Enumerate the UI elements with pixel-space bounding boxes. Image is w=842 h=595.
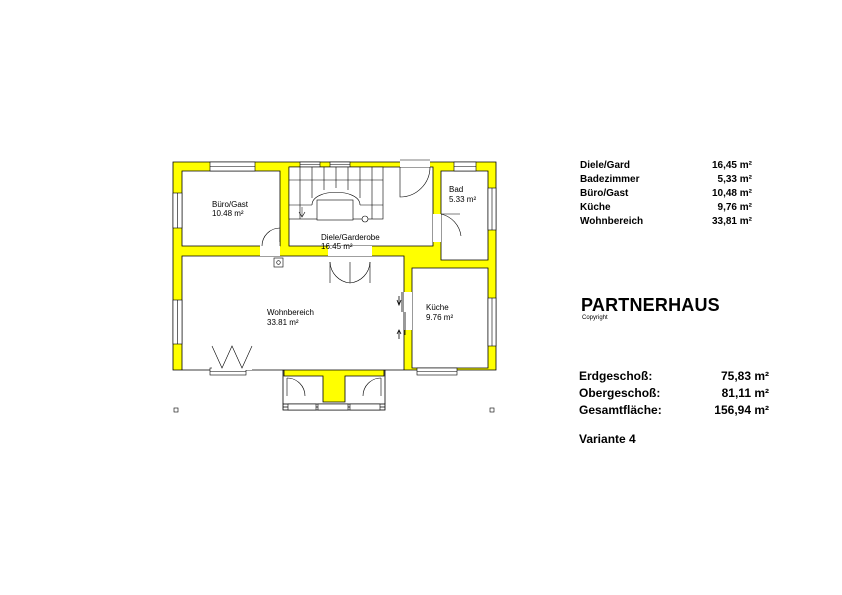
table-room-name: Badezimmer xyxy=(580,174,640,185)
total-row xyxy=(579,402,769,419)
table-room-area: 5,33 m² xyxy=(717,174,752,185)
total-value: 81,11 m² xyxy=(721,386,769,400)
room-area-buero: 10.48 m² xyxy=(212,209,244,218)
table-room-name: Büro/Gast xyxy=(580,188,629,199)
total-row xyxy=(579,385,769,402)
table-row xyxy=(580,215,752,229)
table-row xyxy=(580,201,752,215)
table-room-area: 16,45 m² xyxy=(711,160,752,171)
variant-label: Variante 4 xyxy=(579,432,636,446)
table-room-area: 10,48 m² xyxy=(711,188,752,199)
total-row xyxy=(579,368,769,385)
room-area-table xyxy=(580,159,752,229)
table-room-area: 33,81 m² xyxy=(711,216,752,227)
total-value: 156,94 m² xyxy=(714,403,769,417)
table-row xyxy=(580,173,752,187)
room-name-wohnbereich: Wohnbereich xyxy=(267,308,314,317)
chimney xyxy=(274,258,283,267)
room-area-kueche: 9.76 m² xyxy=(426,313,454,322)
room-name-buero: Büro/Gast xyxy=(212,200,249,209)
total-label: Gesamtfläche: xyxy=(579,403,662,417)
table-row xyxy=(580,187,752,201)
total-label: Obergeschoß: xyxy=(579,386,661,400)
total-label: Erdgeschoß: xyxy=(579,369,653,383)
room-area-diele: 16.45 m² xyxy=(321,242,353,251)
room-name-diele: Diele/Garderobe xyxy=(321,233,380,242)
brand-copyright: Copyright xyxy=(582,315,608,321)
table-row xyxy=(580,159,752,173)
table-room-name: Küche xyxy=(580,202,611,213)
table-room-area: 9,76 m² xyxy=(717,202,752,213)
room-name-bad: Bad xyxy=(449,185,464,194)
table-room-name: Wohnbereich xyxy=(580,216,644,227)
total-value: 75,83 m² xyxy=(720,369,769,383)
room-area-wohnbereich: 33.81 m² xyxy=(267,318,299,327)
brand-block xyxy=(581,295,720,322)
brand-name: PARTNERHAUS xyxy=(581,295,720,315)
staircase xyxy=(289,167,383,222)
room-name-kueche: Küche xyxy=(426,303,449,312)
table-room-name: Diele/Gard xyxy=(580,160,631,171)
room-area-bad: 5.33 m² xyxy=(449,195,477,204)
area-totals xyxy=(579,368,769,419)
